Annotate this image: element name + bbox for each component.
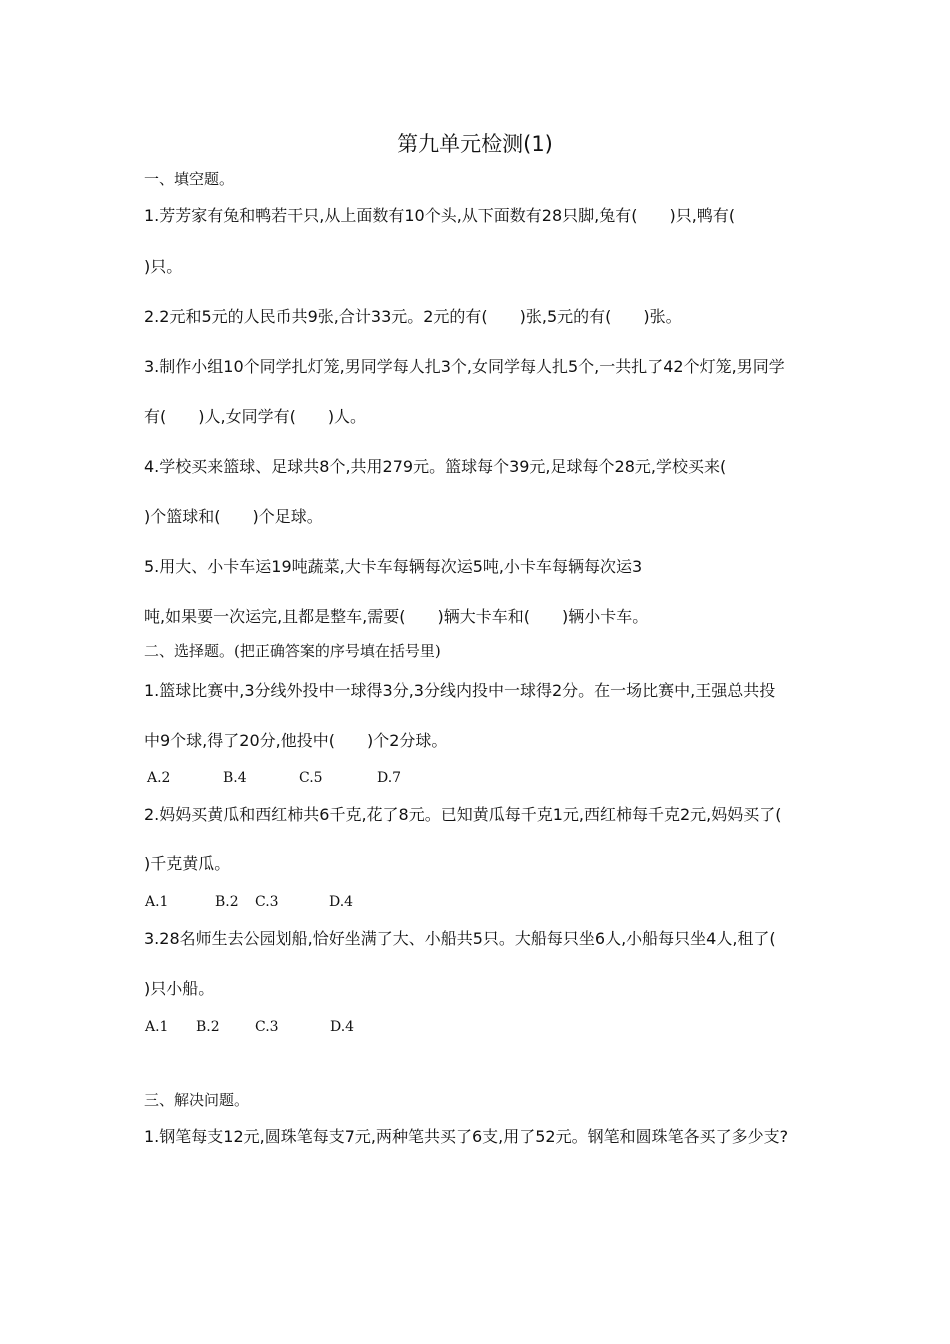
option-a: A.2 (147, 770, 171, 786)
fill-q1-line2: )只。 (144, 257, 183, 276)
choice-q2-line1: 2.妈妈买黄瓜和西红柿共6千克,花了8元。已知黄瓜每千克1元,西红柿每千克2元,妈妈买了( (144, 805, 782, 824)
fill-q3-line2: 有( )人,女同学有( )人。 (144, 407, 367, 426)
option-c: C.3 (255, 894, 279, 910)
option-b: B.4 (223, 770, 247, 786)
option-d: D.7 (377, 770, 402, 786)
page-title: 第九单元检测(1) (397, 132, 553, 156)
section-1-heading: 一、填空题。 (144, 170, 235, 188)
option-a: A.1 (145, 894, 169, 910)
fill-q3-line1: 3.制作小组10个同学扎灯笼,男同学每人扎3个,女同学每人扎5个,一共扎了42个灯笼,男同学 (144, 357, 785, 376)
fill-q2-line1: 2.2元和5元的人民币共9张,合计33元。2元的有( )张,5元的有( )张。 (144, 307, 682, 326)
option-b: B.2 (215, 894, 239, 910)
choice-q3-options (145, 1015, 354, 1038)
fill-q1-line1: 1.芳芳家有兔和鸭若干只,从上面数有10个头,从下面数有28只脚,兔有( )只,鸭有( (144, 206, 736, 225)
option-c: C.3 (255, 1019, 279, 1035)
choice-q1-line2: 中9个球,得了20分,他投中( )个2分球。 (144, 731, 448, 750)
option-d: D.4 (330, 1019, 355, 1035)
option-d: D.4 (329, 894, 354, 910)
option-a: A.1 (145, 1019, 169, 1035)
option-b: B.2 (196, 1019, 220, 1035)
option-c: C.5 (299, 770, 323, 786)
section-3-heading: 三、解决问题。 (144, 1091, 250, 1109)
choice-q2-line2: )千克黄瓜。 (144, 854, 231, 873)
section-2-heading: 二、选择题。(把正确答案的序号填在括号里) (144, 642, 441, 660)
fill-q4-line1: 4.学校买来篮球、足球共8个,共用279元。篮球每个39元,足球每个28元,学校买来( (144, 457, 727, 476)
fill-q5-line1: 5.用大、小卡车运19吨蔬菜,大卡车每辆每次运5吨,小卡车每辆每次运3 (144, 557, 643, 576)
choice-q3-line1: 3.28名师生去公园划船,恰好坐满了大、小船共5只。大船每只坐6人,小船每只坐4人,租了( (144, 929, 776, 948)
choice-q2-options (145, 890, 353, 913)
choice-q3-line2: )只小船。 (144, 979, 215, 998)
fill-q4-line2: )个篮球和( )个足球。 (144, 507, 323, 526)
solve-q1-line1: 1.钢笔每支12元,圆珠笔每支7元,两种笔共买了6支,用了52元。钢笔和圆珠笔各买了多少支? (144, 1127, 789, 1146)
fill-q5-line2: 吨,如果要一次运完,且都是整车,需要( )辆大卡车和( )辆小卡车。 (144, 607, 649, 626)
choice-q1-options (147, 766, 401, 789)
choice-q1-line1: 1.篮球比赛中,3分线外投中一球得3分,3分线内投中一球得2分。在一场比赛中,王强总共投 (144, 681, 776, 700)
